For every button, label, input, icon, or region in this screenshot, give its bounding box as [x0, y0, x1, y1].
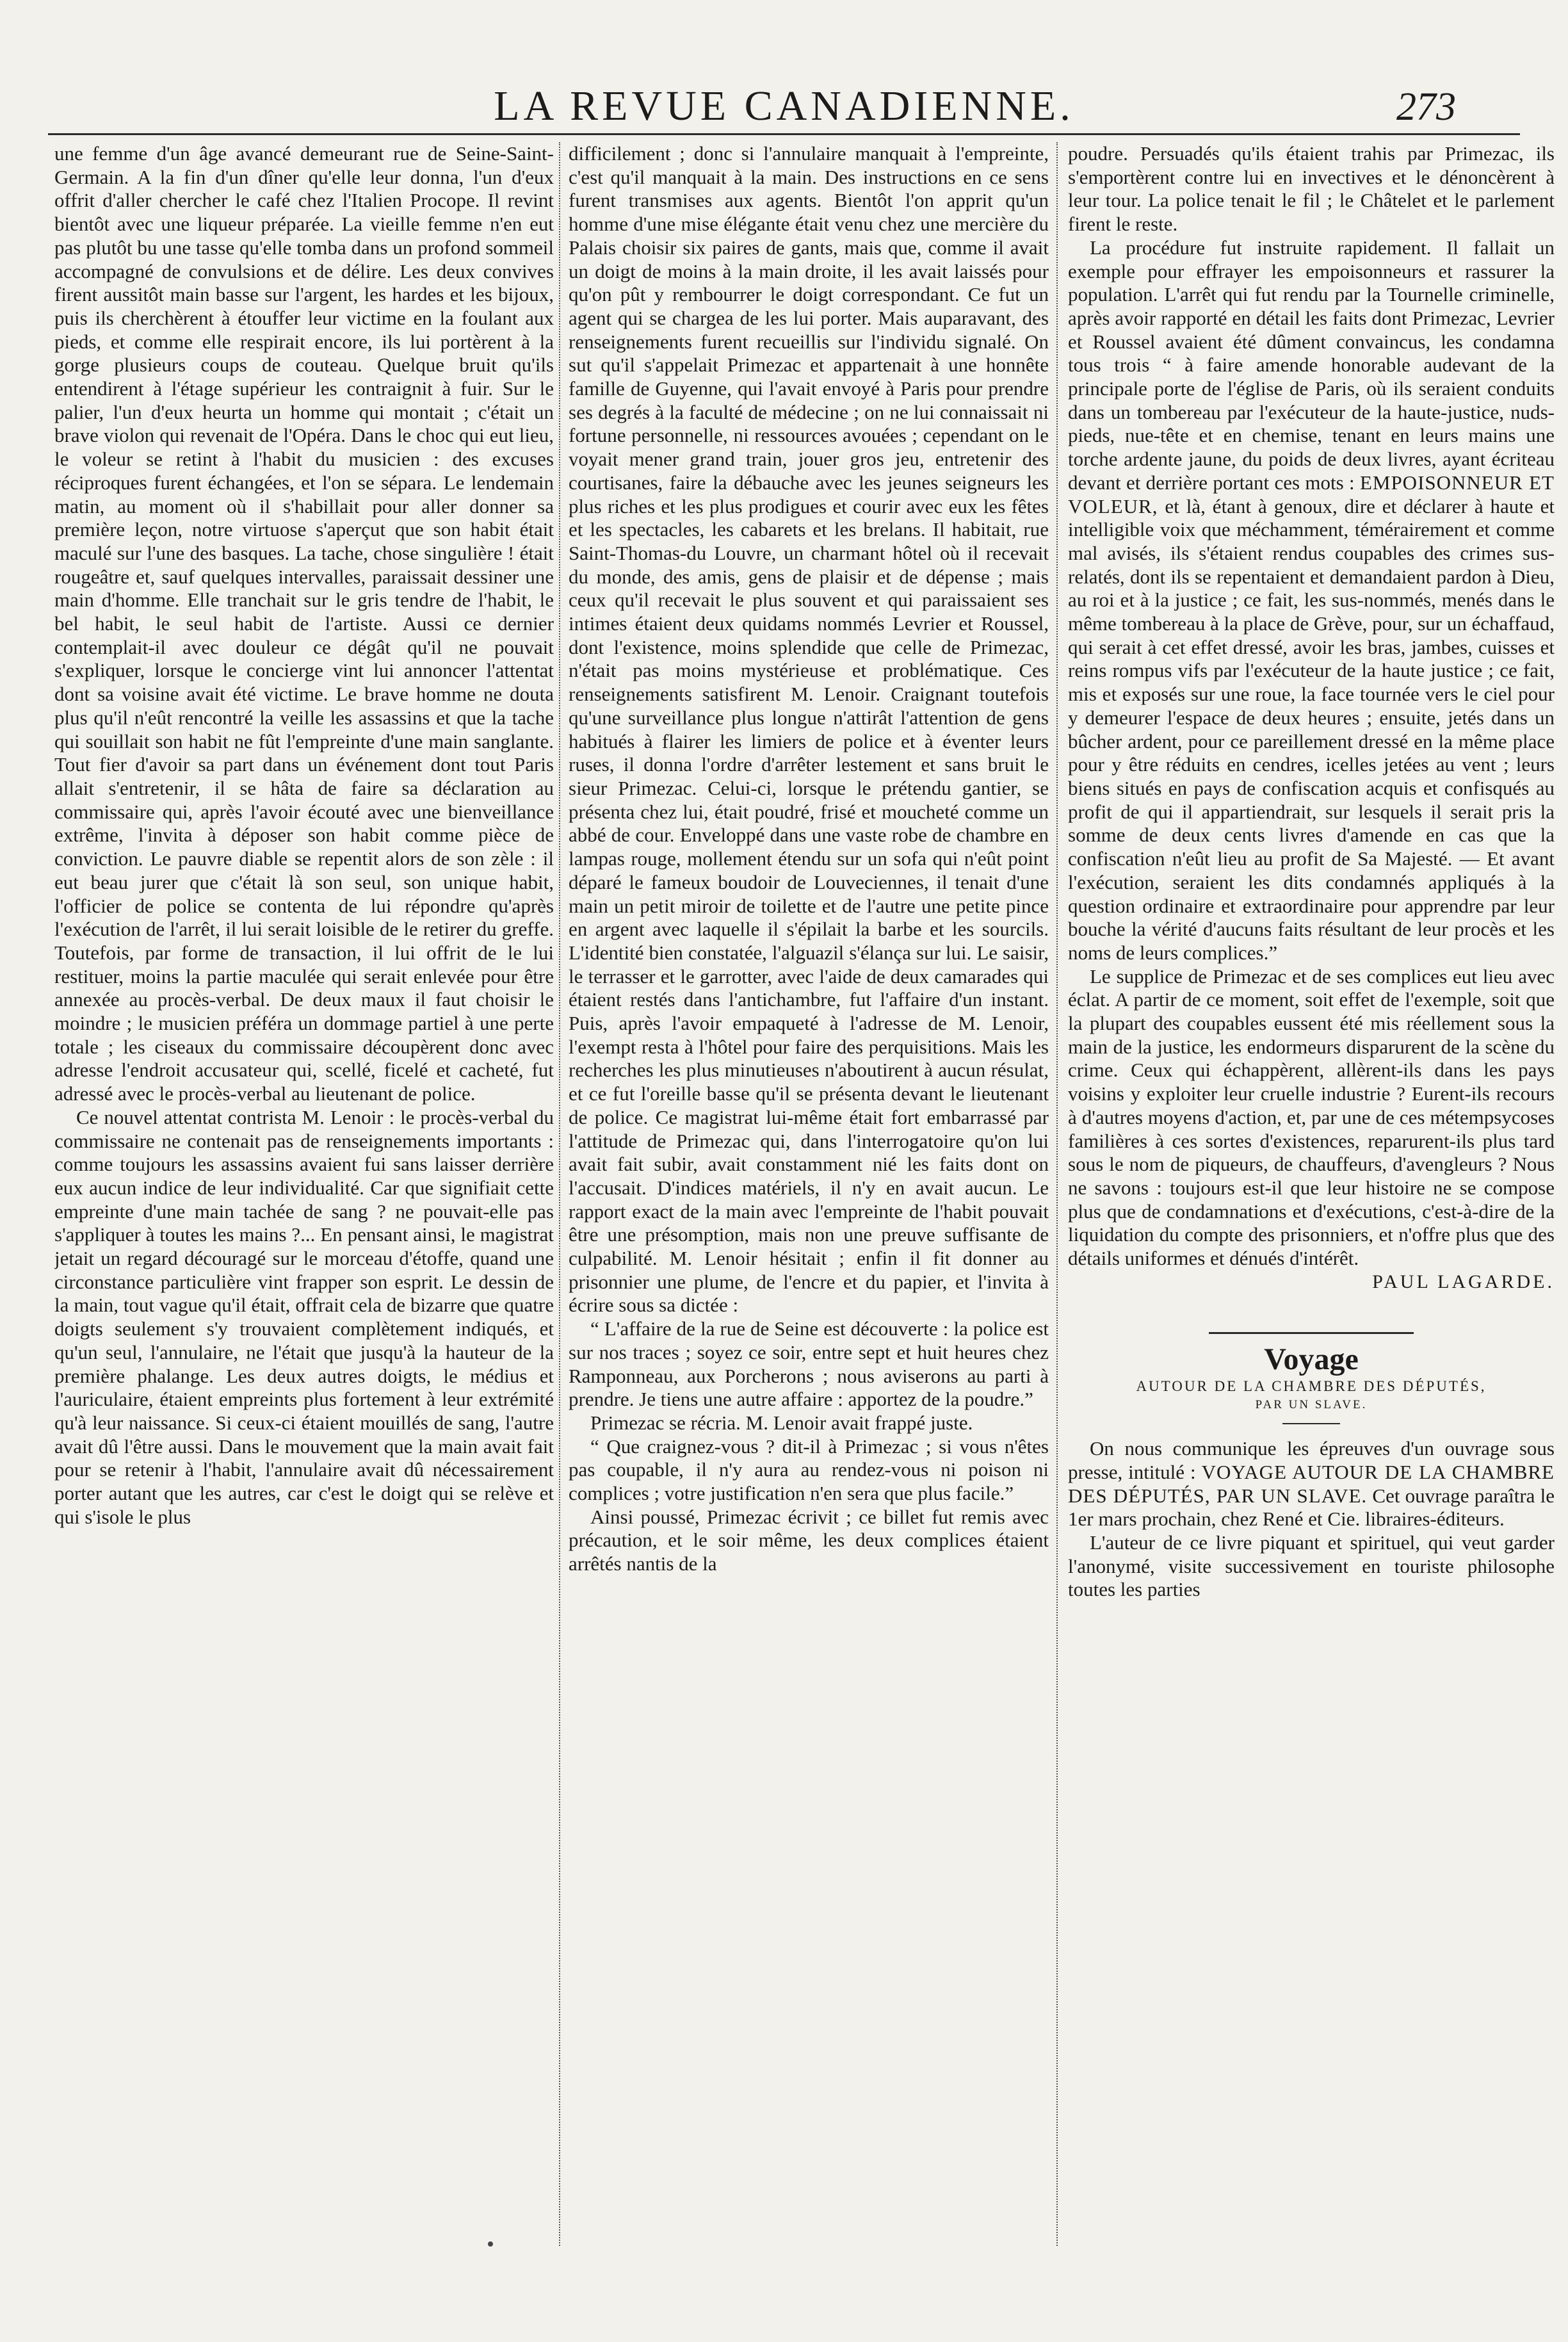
column-2	[569, 142, 1049, 2246]
paragraph-text: On nous communique les épreuves d'un ouvrage sous presse, intitulé :	[1068, 1437, 1555, 1483]
quoted-letter: “ L'affaire de la rue de Seine est découverte : la police est sur nos traces ; soyez ce soir, entre sept et huit heures chez Ramponneau, aux Porcherons ; nous aviserons au parti à prendre. Je tiens une autre affaire : apportez de la poudre.”	[569, 1317, 1049, 1411]
paragraph: L'auteur de ce livre piquant et spirituel, qui veut garder l'anonymé, visite successivement en touriste philosophe toutes les parties	[1068, 1531, 1555, 1601]
paragraph: Ainsi poussé, Primezac écrivit ; ce billet fut remis avec précaution, et le soir même, les deux complices étaient arrêtés nantis de la	[569, 1505, 1049, 1575]
paragraph: Ce nouvel attentat contrista M. Lenoir : le procès-verbal du commissaire ne contenait pas de renseignements importants : comme toujours les assassins avaient fui sans laisser derrière eux aucun indice de leur individualité. Car que signifiait cette empreinte d'une main tachée de sang ? ne pouvait-elle pas s'appliquer à toutes les mains ?... En pensant ainsi, le magistrat jetait un regard découragé sur le morceau d'étoffe, quand une circonstance particulière vint frapper son esprit. Le dessin de la main, tout vague qu'il était, offrait cela de bizarre que quatre doigts seulement s'y trouvaient complètement indiqués, et qu'un seul, l'annulaire, ne l'était que jusqu'à la hauteur de la première phalange. Les deux autres doigts, le médius et l'auriculaire, étaient empreints plus fortement à leur extrémité qu'à leur naissance. Si ceux-ci étaient mouillés de sang, l'autre avait dû l'être aussi. Dans le mouvement que la main avait fait pour se retenir à l'habit, l'annulaire avait dû nécessairement porter autant que les autres, car c'est le doigt qui se relève et qui s'isole le plus	[54, 1105, 554, 1528]
paragraph	[1068, 1437, 1555, 1531]
paragraph: Primezac se récria. M. Lenoir avait frappé juste.	[590, 1411, 973, 1434]
quoted-speech: “ Que craignez-vous ? dit-il à Primezac ; si vous n'êtes pas coupable, il n'y aura au rendez-vous ni poison ni complices ; votre justification n'en sera que plus facile.”	[569, 1435, 1049, 1505]
paragraph: une femme d'un âge avancé demeurant rue de Seine-Saint-Germain. A la fin d'un dîner qu'elle leur donna, l'un d'eux offrit d'aller chercher le café chez l'Italien Procope. Il revint bientôt avec une liqueur préparée. La vieille femme n'en eut pas plutôt bu une tasse qu'elle tomba dans un profond sommeil accompagné de convulsions et de délire. Les deux convives firent aussitôt main basse sur l'argent, les hardes et les bijoux, puis ils cherchèrent à étouffer leur victime en la foulant aux pieds, et comme elle respirait encore, ils lui portèrent à la gorge plusieurs coups de couteau. Quelque bruit qu'ils entendirent à l'étage supérieur les contraignit à fuir. Sur le palier, l'un d'eux heurta un homme qui montait ; c'était un brave violon qui revenait de l'Opéra. Dans le choc qui eut lieu, le voleur se retint à l'habit du musicien : des excuses réciproques furent échangées, et l'on se sépara. Le lendemain matin, au moment où il s'habillait pour aller donner sa première leçon, notre virtuose s'aperçut que son habit était maculé sur l'une des basques. La tache, chose singulière ! était rougeâtre et, sauf quelques intervalles, paraissait dessiner une main d'homme. Elle tranchait sur le gris tendre de l'habit, le bel habit, le seul habit de l'artiste. Aussi ce dernier contemplait-il avec douleur ce dégât qu'il ne pouvait s'expliquer, lorsque le concierge vint lui annoncer l'attentat dont sa voisine avait été victime. Le brave homme ne douta plus qu'il n'eût rencontré la veille les assassins et que la tache qui souillait son habit ne fût l'empreinte d'une main sanglante. Tout fier d'avoir sa part dans un événement dont tout Paris allait s'entretenir, il se hâta de faire sa déclaration au commissaire qui, après l'avoir écouté avec une bienveillance extrême, l'invita à déposer son habit comme pièce de conviction. Le pauvre diable se repentit alors de son zèle : il eut beau jurer que c'était là son seul, son unique habit, l'officier de police se contenta de lui répondre qu'après l'exécution de l'arrêt, il lui serait loisible de le retirer du greffe. Toutefois, par forme de transaction, il lui offrit de le lui restituer, moins la partie maculée qui serait enlevée pour être annexée au procès-verbal. De deux maux il faut choisir le moindre ; le musicien préféra un dommage partiel à une perte totale ; les ciseaux du commissaire découpèrent donc avec adresse l'endroit accusateur qui, scellé, ficelé et cacheté, fut adressé avec le procès-verbal au lieutenant de police.	[54, 142, 554, 1105]
paragraph-text: et là, étant à genoux, dire et déclarer à haute et intelligible voix que méchamment, témérairement et comme mal avisés, ils s'étaient rendus coupables des crimes sus-relatés, dont ils se repentaient et demandaient pardon à Dieu, au roi et à la justice ; ce fait, les sus-nommés, menés dans le même tombereau à la place de Grève, pour, sur un échaffaud, qui serait à cet effet dressé, avoir les bras, jambes, cuisses et reins rompus vifs par l'exécuteur de la haute justice ; ce fait, mis et exposés sur une roue, la face tournée vers le ciel pour y demeurer l'espace de deux heures ; ensuite, jetés dans un bûcher ardent, pour ce pareillement dressé en la même place pour y être réduits en cendres, icelles jetées au vent ; leurs biens situés en pays de confiscation acquis et confisqués au profit de qui il appartiendrait, sur lesquels il serait pris la somme de deux cents livres d'amende en cas que la confiscation n'eût lieu au profit de Sa Majesté. — Et avant l'exécution, seraient les dits condamnés appliqués à la question ordinaire et extraordinaire pour apprendre par leur bouche la vérité d'aucuns faits résultant de leur procès et les noms de leurs complices.”	[1068, 494, 1555, 964]
column-separator	[1056, 142, 1058, 2246]
paragraph-text: Cet ouvrage paraîtra le 1er mars prochain, chez René et Cie. libraires-éditeurs.	[1068, 1484, 1555, 1531]
paragraph-text: La procédure fut instruite rapidement. Il fallait un exemple pour effrayer les empoisonneurs et rassurer la population. L'arrêt qui fut rendu par la Tournelle criminelle, après avoir rapporté en détail les faits dont Primezac, Levrier et Roussel avaient été dûment convaincus, les condamna tous trois “ à faire amende honorable audevant de la principale porte de l'église de Paris, où ils seraient conduits dans un tombereau par l'exécuteur de la haute-justice, nuds-pieds, nue-tête et en chemise, tenant en leurs mains une torche ardente jaune, du poids de deux livres, ayant écriteau devant et derrière portant ces mots :	[1068, 236, 1555, 494]
paragraph: poudre. Persuadés qu'ils étaient trahis par Primezac, ils s'emportèrent contre lui en invectives et le dénoncèrent à leur tour. La police tenait le fil ; le Châtelet et le parlement firent le reste.	[1068, 142, 1555, 236]
paragraph: difficilement ; donc si l'annulaire manquait à l'empreinte, c'est qu'il manquait à la main. Des instructions en ce sens furent transmises aux agents. Bientôt l'on apprit qu'un homme d'une mise élégante était venu chez une mercière du Palais choisir six paires de gants, mais que, comme il avait un doigt de moins à la main droite, il les avait laissés pour qu'on pût y rembourrer le doigt correspondant. Ce fut un agent qui se chargea de les lui porter. Mais auparavant, des renseignements furent recueillis sur l'individu signalé. On sut qu'il s'appelait Primezac et appartenait à une honnête famille de Guyenne, qui l'avait envoyé à Paris pour prendre ses degrés à la faculté de médecine ; on ne lui connaissait ni fortune personnelle, ni ressources avouées ; cependant on le voyait mener grand train, jouer gros jeu, entretenir des courtisanes, faire la débauche avec les jeunes seigneurs les plus riches et les plus prodigues et courir avec eux les fêtes et les spectacles, les cabarets et les brelans. Il habitait, rue Saint-Thomas-du Louvre, un charmant hôtel où il recevait du monde, des amis, gens de plaisir et de dépense ; mais ceux qu'il recevait le plus souvent et qui paraissaient ses intimes étaient deux quidams nommés Levrier et Roussel, dont l'existence, moins splendide que celle de Primezac, n'était pas moins mystérieuse et problématique. Ces renseignements satisfirent M. Lenoir. Craignant toutefois qu'une surveillance plus longue n'attirât l'attention de gens habitués à flairer les limiers de police et à éventer leurs ruses, il donna l'ordre d'arrêter lestement et sans bruit le sieur Primezac. Celui-ci, lorsque le prétendu gantier, se présenta chez lui, était poudré, frisé et moucheté comme un abbé de cour. Enveloppé dans une vaste robe de chambre en lampas rouge, mollement étendu sur un sofa qui n'eût point déparé le fameux boudoir de Louveciennes, il tenait d'une main un petit miroir de toilette et de l'autre une petite pince en argent avec laquelle il s'épilait la barbe et les sourcils. L'identité bien constatée, l'alguazil s'élança sur lui. Le saisir, le terrasser et le garrotter, avec l'aide de deux camarades qui étaient restés dans l'antichambre, fut l'affaire d'un instant. Puis, après l'avoir empaqueté à l'adresse de M. Lenoir, l'exempt resta à l'hôtel pour faire des perquisitions. Mais les recherches les plus minutieuses n'aboutirent à aucun résulat, et ce fut l'oreille basse qu'il se présenta devant le lieutenant de police. Ce magistrat lui-même était fort embarrassé par l'attitude de Primezac qui, dans l'interrogatoire qu'on lui avait fait subir, avait constamment nié les faits dont on l'accusait. D'indices matériels, il n'y en avait aucun. Le rapport exact de la main avec l'empreinte de l'habit pouvait être une présomption, mais non une preuve suffisante de culpabilité. M. Lenoir hésitait ; enfin il fit donner au prisonnier une plume, de l'encre et du papier, et l'invita à écrire sous sa dictée :	[569, 142, 1049, 1317]
paragraph	[1068, 236, 1555, 965]
short-divider	[1282, 1423, 1340, 1424]
section-subtitle-2: PAR UN SLAVE.	[1255, 1398, 1368, 1412]
masthead	[0, 82, 1568, 140]
paragraph: Le supplice de Primezac et de ses complices eut lieu avec éclat. A partir de ce moment, soit effet de l'exemple, soit que la plupart des coupables eussent été mis réellement sous la main de la justice, les endormeurs disparurent de la scène du crime. Ceux qui échappèrent, allèrent-ils dans les pays voisins y exploiter leur cruelle industrie ? Eurent-ils recours à d'autres moyens d'action, et, par une de ces métempsycoses familières à ces sortes d'existences, reparurent-ils plus tard sous le nom de piqueurs, de chauffeurs, d'avengleurs ? Nous ne savons : toujours est-il que leur histoire ne se compose plus que de condamnations et d'exécutions, c'est-à-dire de la liquidation du compte des prisonniers, et n'offre plus que des détails uniformes et dénués d'intérêt.	[1068, 964, 1555, 1270]
section-subtitle: AUTOUR DE LA CHAMBRE DES DÉPUTÉS,	[1136, 1378, 1487, 1395]
column-1	[54, 142, 554, 2246]
publication-title: LA REVUE CANADIENNE.	[494, 83, 1074, 129]
print-speck	[488, 2241, 493, 2247]
section-title: Voyage	[1264, 1342, 1359, 1377]
page-number: 273	[1396, 85, 1456, 129]
column-separator	[559, 142, 560, 2246]
masthead-rule	[48, 133, 1520, 135]
author-signature: PAUL LAGARDE.	[1372, 1271, 1555, 1292]
section-divider	[1209, 1332, 1414, 1334]
column-3	[1068, 142, 1555, 2246]
caps-book-title: VOYAGE AUTOUR DE LA CHAMBRE DES DÉPUTÉS, PAR UN SLAVE.	[1068, 1460, 1555, 1507]
caps-inscription: EMPOISONNEUR ET VOLEUR,	[1068, 471, 1555, 517]
